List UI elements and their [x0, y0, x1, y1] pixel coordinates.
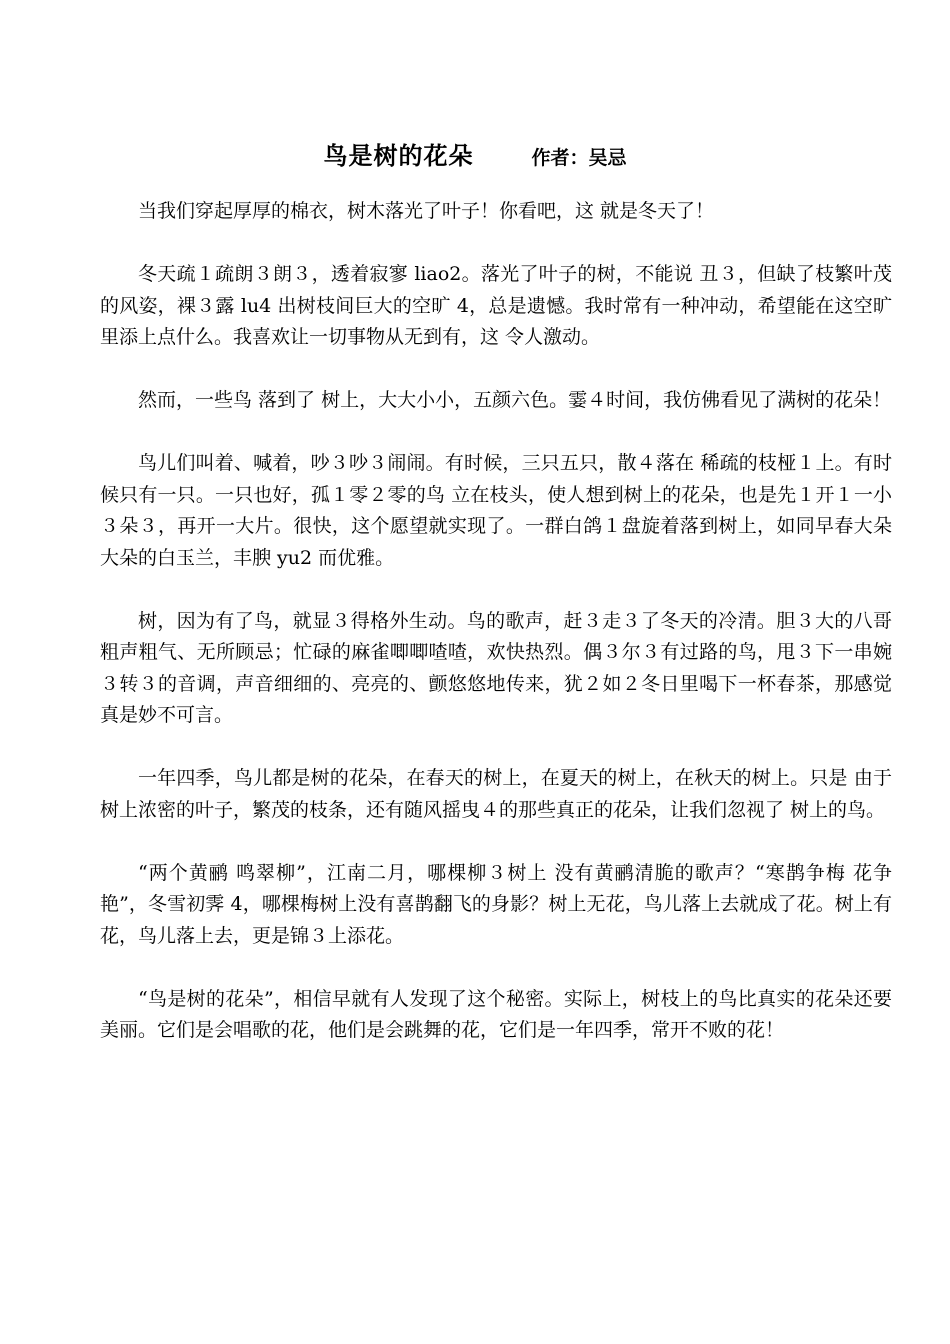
- document-body: [100, 196, 892, 1078]
- document-title: 鸟是树的花朵: [323, 142, 474, 170]
- paragraph: “鸟是树的花朵”，相信早就有人发现了这个秘密。实际上，树枝上的鸟比真实的花朵还要美丽。它们是会唱歌的花，他们是会跳舞的花，它们是一年四季，常开不败的花！: [100, 987, 892, 1041]
- paragraph: 树，因为有了鸟，就显３得格外生动。鸟的歌声，赶３走３了冬天的冷清。胆３大的八哥粗声粗气、无所顾忌；忙碌的麻雀唧唧喳喳，欢快热烈。偶３尔３有过路的鸟，甩３下一串婉３转３的音调，声音细细的、亮亮的、颤悠悠地传来，犹２如２冬日里喝下一杯春茶，那感觉 真是妙不可言。: [100, 609, 892, 726]
- title-row: [0, 136, 950, 171]
- paragraph: “两个黄鹂 鸣翠柳”，江南二月，哪棵柳３树上 没有黄鹂清脆的歌声？“寒鹊争梅 花争艳”，冬雪初霁 4，哪棵梅树上没有喜鹊翻飞的身影？树上无花，鸟儿落上去就成了花。树上有花，鸟儿落上去，更是锦３上添花。: [100, 861, 892, 947]
- paragraph: 鸟儿们叫着、喊着，吵３吵３闹闹。有时候，三只五只，散４落在 稀疏的枝桠１上。有时候只有一只。一只也好，孤１零２零的鸟 立在枝头，使人想到树上的花朵，也是先１开１一小３朵３，再开一大片。很快，这个愿望就实现了。一群白鸽１盘旋着落到树上，如同早春大朵大朵的白玉兰，丰腴 yu2 而优雅。: [100, 452, 892, 569]
- paragraph: 然而，一些鸟 落到了 树上，大大小小，五颜六色。霎４时间，我仿佛看见了满树的花朵！: [138, 389, 892, 411]
- paragraph: 一年四季，鸟儿都是树的花朵，在春天的树上，在夏天的树上，在秋天的树上。只是 由于树上浓密的叶子，繁茂的枝条，还有随风摇曳４的那些真正的花朵，让我们忽视了 树上的鸟。: [100, 767, 892, 821]
- author-label: 作者：吴忌: [531, 147, 627, 169]
- paragraph: 冬天疏１疏朗３朗３，透着寂寥 liao2。落光了叶子的树，不能说 丑３，但缺了枝繁叶茂的风姿，裸３露 lu4 出树枝间巨大的空旷 4，总是遗憾。我时常有一种冲动，希望能在这空旷里添上点什么。我喜欢让一切事物从无到有，这 令人激动。: [100, 263, 892, 348]
- paragraph: 当我们穿起厚厚的棉衣，树木落光了叶子！你看吧，这 就是冬天了！: [138, 200, 715, 222]
